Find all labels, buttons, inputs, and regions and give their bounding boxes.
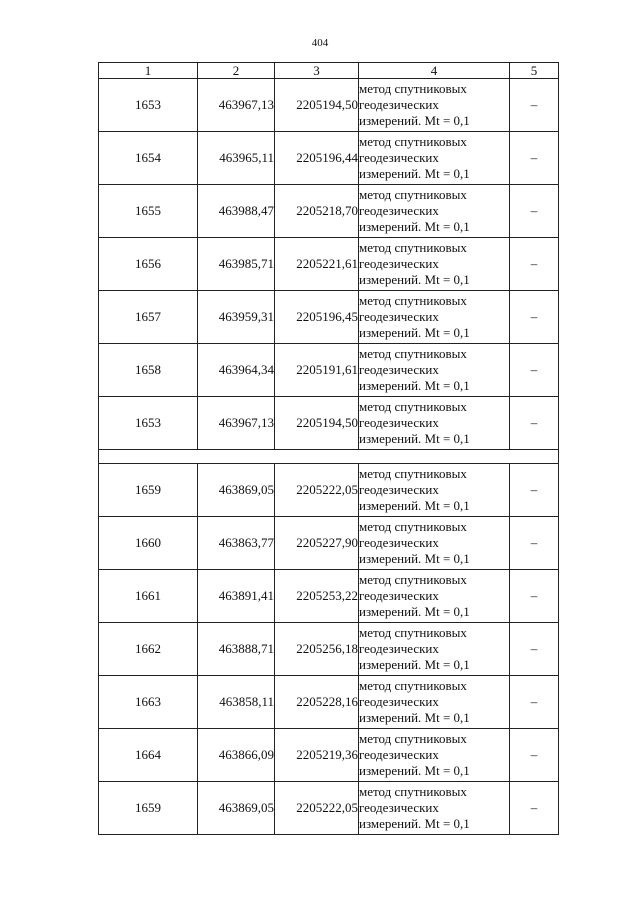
y-coordinate-cell: 2205222,05 <box>275 464 359 517</box>
note-cell: – <box>510 79 559 132</box>
y-coordinate-cell: 2205218,70 <box>275 185 359 238</box>
method-text-line: метод спутниковых <box>359 81 467 96</box>
method-text-line: измерений. Mt = 0,1 <box>359 710 470 725</box>
method-text-line: метод спутниковых <box>359 784 467 799</box>
note-cell: – <box>510 570 559 623</box>
y-coordinate-cell: 2205196,44 <box>275 132 359 185</box>
method-text-line: метод спутниковых <box>359 293 467 308</box>
method-text-line: метод спутниковых <box>359 240 467 255</box>
note-cell: – <box>510 623 559 676</box>
y-coordinate-cell: 2205253,22 <box>275 570 359 623</box>
x-coordinate-cell: 463888,71 <box>198 623 275 676</box>
table-row <box>99 238 559 291</box>
method-text-line: геодезических <box>359 203 439 218</box>
y-coordinate-cell: 2205256,18 <box>275 623 359 676</box>
column-header-2: 2 <box>198 63 275 79</box>
method-cell <box>359 623 510 676</box>
table-row <box>99 517 559 570</box>
method-text-line: измерений. Mt = 0,1 <box>359 166 470 181</box>
note-cell: – <box>510 132 559 185</box>
method-text-line: измерений. Mt = 0,1 <box>359 498 470 513</box>
method-text-line: геодезических <box>359 362 439 377</box>
x-coordinate-cell: 463869,05 <box>198 464 275 517</box>
point-number-cell: 1653 <box>99 397 198 450</box>
y-coordinate-cell: 2205221,61 <box>275 238 359 291</box>
point-number-cell: 1660 <box>99 517 198 570</box>
method-text-line: геодезических <box>359 800 439 815</box>
table-row <box>99 464 559 517</box>
table-row <box>99 782 559 835</box>
method-text-line: измерений. Mt = 0,1 <box>359 431 470 446</box>
point-number-cell: 1659 <box>99 782 198 835</box>
method-text-line: метод спутниковых <box>359 466 467 481</box>
page-number: 404 <box>311 37 329 49</box>
y-coordinate-cell: 2205219,36 <box>275 729 359 782</box>
method-cell <box>359 238 510 291</box>
method-text-line: метод спутниковых <box>359 572 467 587</box>
note-cell: – <box>510 464 559 517</box>
x-coordinate-cell: 463858,11 <box>198 676 275 729</box>
method-text-line: геодезических <box>359 588 439 603</box>
method-text-line: геодезических <box>359 641 439 656</box>
table-row <box>99 623 559 676</box>
method-text-line: измерений. Mt = 0,1 <box>359 551 470 566</box>
method-text-line: геодезических <box>359 415 439 430</box>
method-text-line: метод спутниковых <box>359 399 467 414</box>
method-text-line: измерений. Mt = 0,1 <box>359 604 470 619</box>
separator-row <box>99 450 559 464</box>
point-number-cell: 1657 <box>99 291 198 344</box>
method-text-line: геодезических <box>359 256 439 271</box>
method-text-line: геодезических <box>359 747 439 762</box>
method-text-line: измерений. Mt = 0,1 <box>359 272 470 287</box>
method-text-line: измерений. Mt = 0,1 <box>359 816 470 831</box>
method-text-line: измерений. Mt = 0,1 <box>359 763 470 778</box>
table-row <box>99 729 559 782</box>
x-coordinate-cell: 463891,41 <box>198 570 275 623</box>
x-coordinate-cell: 463985,71 <box>198 238 275 291</box>
column-header-1: 1 <box>99 63 198 79</box>
y-coordinate-cell: 2205227,90 <box>275 517 359 570</box>
method-cell <box>359 782 510 835</box>
table-body <box>99 79 559 835</box>
x-coordinate-cell: 463967,13 <box>198 79 275 132</box>
column-header-5: 5 <box>510 63 559 79</box>
note-cell: – <box>510 344 559 397</box>
column-header-3: 3 <box>275 63 359 79</box>
method-text-line: геодезических <box>359 694 439 709</box>
method-text-line: метод спутниковых <box>359 519 467 534</box>
method-cell <box>359 79 510 132</box>
table-row <box>99 676 559 729</box>
method-text-line: геодезических <box>359 97 439 112</box>
x-coordinate-cell: 463967,13 <box>198 397 275 450</box>
point-number-cell: 1656 <box>99 238 198 291</box>
header-row <box>99 63 559 79</box>
method-text-line: измерений. Mt = 0,1 <box>359 113 470 128</box>
method-text-line: метод спутниковых <box>359 187 467 202</box>
method-text-line: геодезических <box>359 309 439 324</box>
table-row <box>99 132 559 185</box>
method-text-line: метод спутниковых <box>359 731 467 746</box>
method-cell <box>359 132 510 185</box>
x-coordinate-cell: 463964,34 <box>198 344 275 397</box>
point-number-cell: 1655 <box>99 185 198 238</box>
x-coordinate-cell: 463866,09 <box>198 729 275 782</box>
method-cell <box>359 676 510 729</box>
method-text-line: метод спутниковых <box>359 346 467 361</box>
coordinates-table <box>98 62 559 835</box>
method-text-line: геодезических <box>359 150 439 165</box>
point-number-cell: 1661 <box>99 570 198 623</box>
method-text-line: геодезических <box>359 482 439 497</box>
method-text-line: измерений. Mt = 0,1 <box>359 219 470 234</box>
x-coordinate-cell: 463869,05 <box>198 782 275 835</box>
x-coordinate-cell: 463863,77 <box>198 517 275 570</box>
y-coordinate-cell: 2205222,05 <box>275 782 359 835</box>
method-cell <box>359 291 510 344</box>
y-coordinate-cell: 2205194,50 <box>275 397 359 450</box>
table-row <box>99 570 559 623</box>
note-cell: – <box>510 291 559 344</box>
note-cell: – <box>510 397 559 450</box>
note-cell: – <box>510 676 559 729</box>
method-text-line: геодезических <box>359 535 439 550</box>
method-cell <box>359 397 510 450</box>
method-text-line: метод спутниковых <box>359 678 467 693</box>
separator-cell <box>99 450 559 464</box>
note-cell: – <box>510 782 559 835</box>
method-text-line: измерений. Mt = 0,1 <box>359 657 470 672</box>
table-row <box>99 185 559 238</box>
method-text-line: измерений. Mt = 0,1 <box>359 325 470 340</box>
point-number-cell: 1662 <box>99 623 198 676</box>
note-cell: – <box>510 238 559 291</box>
point-number-cell: 1658 <box>99 344 198 397</box>
x-coordinate-cell: 463965,11 <box>198 132 275 185</box>
method-cell <box>359 185 510 238</box>
point-number-cell: 1664 <box>99 729 198 782</box>
point-number-cell: 1653 <box>99 79 198 132</box>
method-text-line: метод спутниковых <box>359 625 467 640</box>
y-coordinate-cell: 2205196,45 <box>275 291 359 344</box>
table-row <box>99 79 559 132</box>
table-row <box>99 344 559 397</box>
column-header-4: 4 <box>359 63 510 79</box>
method-cell <box>359 570 510 623</box>
method-text-line: метод спутниковых <box>359 134 467 149</box>
x-coordinate-cell: 463988,47 <box>198 185 275 238</box>
y-coordinate-cell: 2205194,50 <box>275 79 359 132</box>
method-text-line: измерений. Mt = 0,1 <box>359 378 470 393</box>
y-coordinate-cell: 2205228,16 <box>275 676 359 729</box>
x-coordinate-cell: 463959,31 <box>198 291 275 344</box>
note-cell: – <box>510 185 559 238</box>
method-cell <box>359 729 510 782</box>
point-number-cell: 1654 <box>99 132 198 185</box>
method-cell <box>359 464 510 517</box>
point-number-cell: 1659 <box>99 464 198 517</box>
note-cell: – <box>510 517 559 570</box>
method-cell <box>359 344 510 397</box>
note-cell: – <box>510 729 559 782</box>
method-cell <box>359 517 510 570</box>
table-row <box>99 397 559 450</box>
table-row <box>99 291 559 344</box>
point-number-cell: 1663 <box>99 676 198 729</box>
y-coordinate-cell: 2205191,61 <box>275 344 359 397</box>
